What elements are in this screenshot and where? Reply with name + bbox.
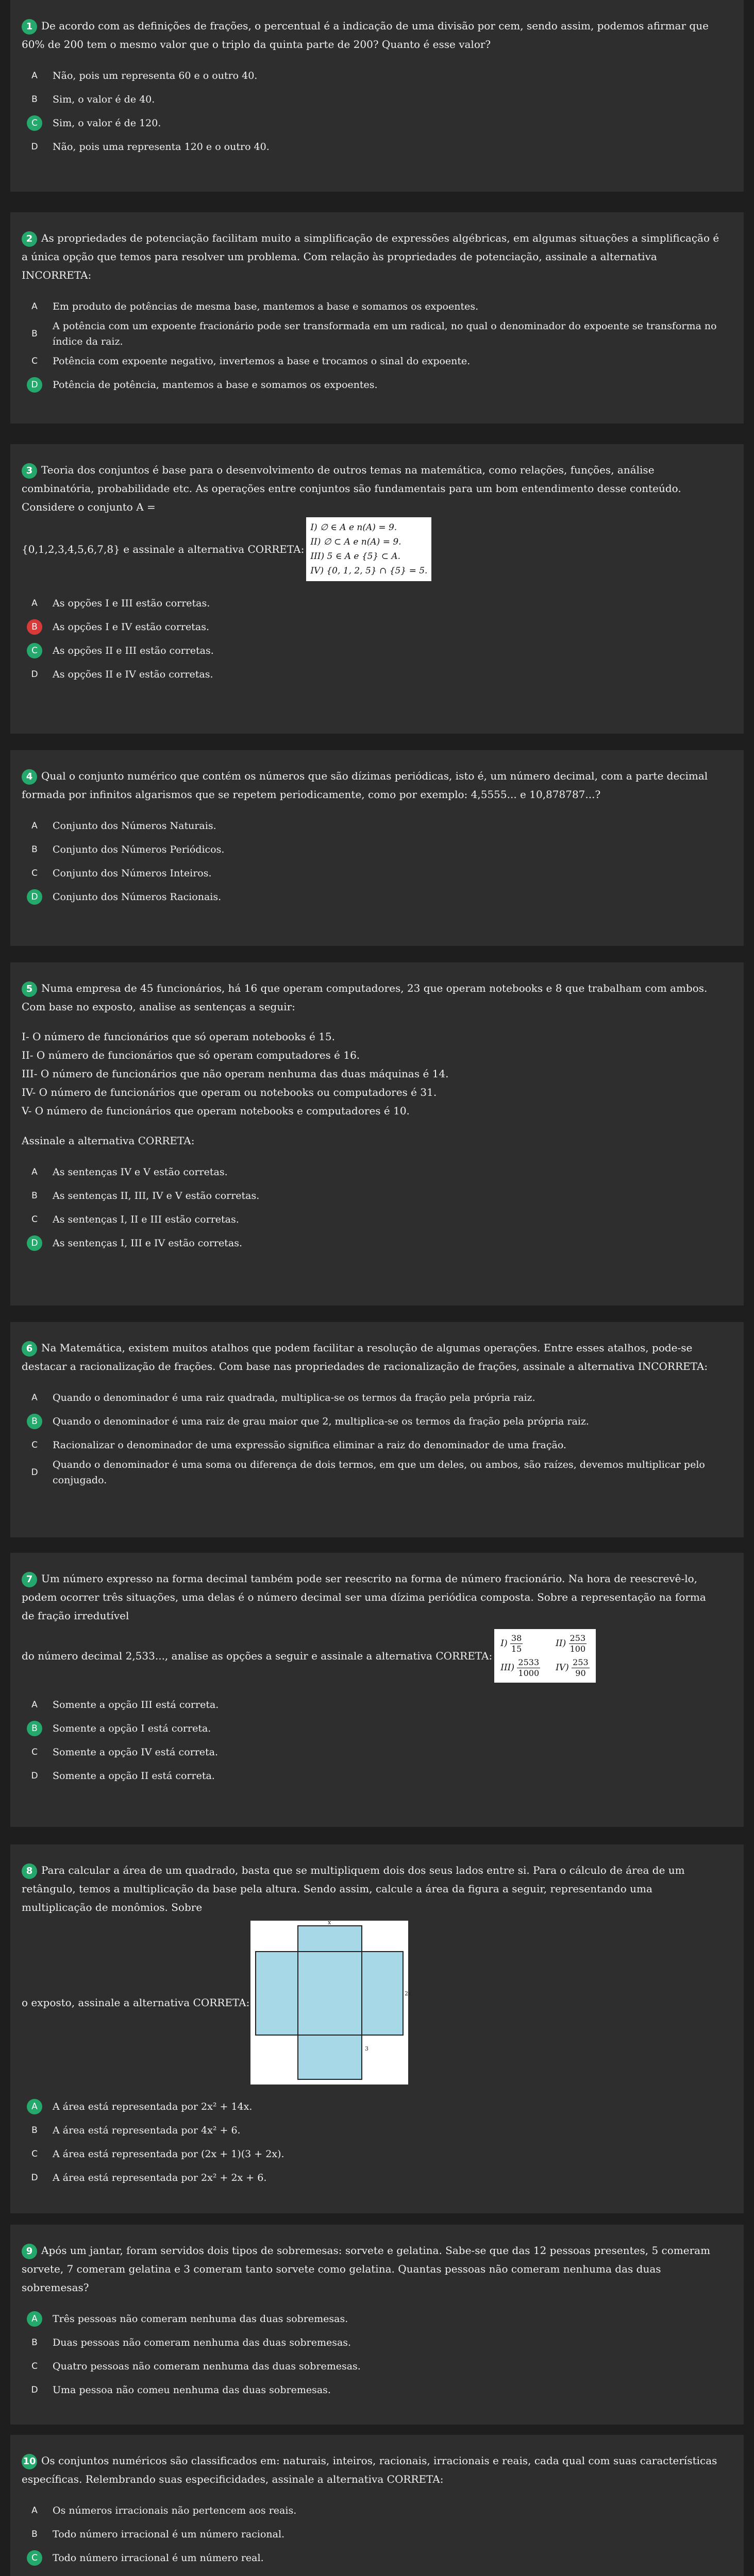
option-text: Racionalizar o denominador de uma expressão significa eliminar a raiz do denominador de uma fração. xyxy=(53,1439,566,1451)
option-b[interactable] xyxy=(22,1410,721,1433)
option-text: As sentenças I, II e III estão corretas. xyxy=(53,1214,239,1225)
option-text: Todo número irracional é um número real. xyxy=(53,2552,264,2564)
option-a[interactable] xyxy=(22,2307,721,2331)
option-letter: D xyxy=(31,669,38,680)
option-text: Somente a opção III está correta. xyxy=(53,1699,219,1710)
option-text: Três pessoas não comeram nenhuma das duas sobremesas. xyxy=(53,2313,348,2325)
option-c[interactable] xyxy=(22,2546,721,2570)
option-text: Sim, o valor é de 120. xyxy=(53,117,161,129)
option-c[interactable] xyxy=(22,2354,721,2378)
option-letter-wrong: B xyxy=(27,619,42,635)
option-letter: B xyxy=(31,844,38,855)
fraction-item: III) $\frac{2533}{1000}$ xyxy=(500,1657,540,1678)
question-text-continued: do número decimal 2,533..., analise as opções a seguir e assinale a alternativa CORRETA: xyxy=(22,1650,493,1662)
sentence-item: I- O número de funcionários que só operam notebooks é 15. xyxy=(22,1030,335,1043)
option-b[interactable] xyxy=(22,2522,721,2546)
option-text: Potência de potência, mantemos a base e somamos os expoentes. xyxy=(53,379,378,391)
option-text: As sentenças II, III, IV e V estão corretas. xyxy=(53,1190,260,1201)
option-text: As opções II e III estão corretas. xyxy=(53,645,214,656)
option-text xyxy=(53,2574,249,2576)
option-letter: C xyxy=(31,1214,38,1225)
option-d[interactable] xyxy=(22,1457,721,1488)
option-letter: A xyxy=(31,2505,38,2516)
question-number-badge: 8 xyxy=(22,1863,37,1879)
option-text: A área está representada por 2x² + 14x. xyxy=(53,2101,253,2112)
option-letter-correct: D xyxy=(27,1235,42,1251)
question-text: 7 Um número expresso na forma decimal também pode ser reescrito na forma de número fracionário. Na hora de reescrevê-lo, podem ocorrer três situações, uma delas é o número decimal ser uma dízima periódica composta. Sobre a representação na forma de fração irredutível xyxy=(22,1572,706,1622)
option-text: Quando o denominador é uma soma ou diferença de dois termos, em que um deles, ou ambos, são raízes, devemos multiplicar pelo conjugado. xyxy=(53,1459,705,1486)
question-instruction: Assinale a alternativa CORRETA: xyxy=(22,1134,195,1147)
question-card-6 xyxy=(10,1322,744,1537)
option-text: As sentenças IV e V estão corretas. xyxy=(53,1166,228,1178)
sentence-item: IV- O número de funcionários que operam ou notebooks ou computadores é 31. xyxy=(22,1086,437,1098)
cross-shape-figure xyxy=(250,1919,412,2084)
option-d[interactable] xyxy=(22,2378,721,2402)
question-text: 5 Numa empresa de 45 funcionários, há 16 que operam computadores, 23 que operam notebooks e 8 que trabalham com ambos. Com base no exposto, analise as sentenças a seguir: xyxy=(22,982,708,1013)
option-text: Sim, o valor é de 40. xyxy=(53,94,155,105)
option-letter: D xyxy=(31,2173,38,2183)
question-text-continued: {0,1,2,3,4,5,6,7,8} e assinale a alternativa CORRETA: xyxy=(22,543,305,555)
option-text: A potência com um expoente fracionário pode ser transformada em um radical, no qual o denominador do expoente se transforma no índice da raiz. xyxy=(53,320,717,347)
option-text: Não, pois uma representa 120 e o outro 40. xyxy=(53,141,270,152)
option-letter-correct: D xyxy=(27,889,42,905)
option-b[interactable] xyxy=(22,615,721,639)
option-b[interactable] xyxy=(22,1184,721,1208)
area-figure xyxy=(250,1919,412,2084)
question-text: 2 As propriedades de potenciação facilitam muito a simplificação de expressões algébricas, em algumas situações a simplificação é a única opção que temos para resolver um problema. Com relação às propriedades de potenciação, assinale a alternativa INCORRETA: xyxy=(22,232,719,281)
option-letter: C xyxy=(31,1440,38,1450)
option-text: Todo número irracional é um número racional. xyxy=(53,2529,285,2540)
question-card-7 xyxy=(10,1553,744,1827)
label-3: 3 xyxy=(365,2045,369,2052)
option-text: A área está representada por 2x² + 2x + 6. xyxy=(53,2172,267,2183)
option-letter: A xyxy=(31,71,38,81)
question-card-3 xyxy=(10,444,744,734)
option-text: As opções II e IV estão corretas. xyxy=(53,669,213,680)
question-text: 8 Para calcular a área de um quadrado, basta que se multipliquem dois dos seus lados entre si. Para o cálculo de área de um retângulo, temos a multiplicação da base pela altura. Sendo assim, calcule a área da figura a seguir, representando uma multiplicação de monômios. Sobre xyxy=(22,1864,685,1913)
option-letter: C xyxy=(31,2361,38,2371)
question-number-badge: 3 xyxy=(22,463,37,479)
question-card-10 xyxy=(10,2435,744,2576)
option-b[interactable] xyxy=(22,88,721,111)
question-number-badge: 2 xyxy=(22,231,37,247)
option-letter: A xyxy=(31,1700,38,1710)
option-c[interactable] xyxy=(22,1740,721,1764)
option-d[interactable] xyxy=(22,2570,721,2576)
question-text: 6 Na Matemática, existem muitos atalhos que podem facilitar a resolução de algumas operações. Entre esses atalhos, pode-se destacar a racionalização de frações. Com base nas propriedades de racionalização de frações, assinale a alternativa INCORRETA: xyxy=(22,1342,708,1372)
option-a[interactable] xyxy=(22,64,721,88)
option-text: Somente a opção II está correta. xyxy=(53,1770,215,1782)
option-text: Quatro pessoas não comeram nenhuma das duas sobremesas. xyxy=(53,2361,361,2372)
option-letter: A xyxy=(31,1393,38,1403)
option-letter: B xyxy=(31,2337,38,2348)
option-text: A área está representada por (2x + 1)(3 + 2x). xyxy=(53,2148,284,2160)
option-a[interactable] xyxy=(22,591,721,615)
option-text: Somente a opção IV está correta. xyxy=(53,1747,219,1758)
option-letter: B xyxy=(31,329,38,339)
question-number-badge: 5 xyxy=(22,981,37,997)
option-letter: B xyxy=(31,1191,38,1201)
option-letter xyxy=(27,2574,42,2576)
option-letter-correct: A xyxy=(27,2099,42,2114)
option-c[interactable] xyxy=(22,639,721,663)
option-b[interactable] xyxy=(22,2331,721,2354)
option-d[interactable] xyxy=(22,135,721,159)
option-a[interactable] xyxy=(22,1160,721,1184)
option-c[interactable] xyxy=(22,861,721,885)
question-text: 9 Após um jantar, foram servidos dois tipos de sobremesas: sorvete e gelatina. Sabe-se que das 12 pessoas presentes, 5 comeram sorvete, 7 comeram gelatina e 3 comeram tanto sorvete como gelatina. Quantas pessoas não comeram nenhuma das duas sobremesas? xyxy=(22,2244,711,2294)
option-c[interactable] xyxy=(22,1208,721,1231)
option-text: Conjunto dos Números Inteiros. xyxy=(53,868,212,879)
option-b[interactable] xyxy=(22,1717,721,1740)
option-c[interactable] xyxy=(22,111,721,135)
sentence-item: II- O número de funcionários que só operam computadores é 16. xyxy=(22,1049,360,1061)
question-card-9 xyxy=(10,2225,744,2425)
option-d[interactable] xyxy=(22,663,721,686)
option-letter: A xyxy=(31,1167,38,1177)
option-d[interactable] xyxy=(22,2166,721,2190)
option-letter: B xyxy=(31,94,38,105)
option-a[interactable] xyxy=(22,2499,721,2522)
option-letter-correct: A xyxy=(27,2311,42,2327)
question-text: 10 Os conjuntos numéricos são classificados em: naturais, inteiros, racionais, irracionais e reais, cada qual com suas características específicas. Relembrando suas especificidades, assinale a alternativa CORRETA: xyxy=(22,2454,717,2485)
set-statements-box: I) ∅ ∈ A e n(A) = 9. II) ∅ ⊂ A e n(A) = 9. III) 5 ∈ A e {5} ⊂ A. IV) {0, 1, 2, 5} ∩ {5} = 5. xyxy=(306,517,431,581)
option-d[interactable] xyxy=(22,1764,721,1788)
question-text: 3 Teoria dos conjuntos é base para o desenvolvimento de outros temas na matemática, como relações, funções, análise combinatória, probabilidade etc. As operações entre conjuntos são fundamentais para um bom entendimento desse conteúdo. Considere o conjunto A = xyxy=(22,464,681,513)
option-a[interactable] xyxy=(22,814,721,838)
label-2x: 2x xyxy=(405,1990,412,1997)
option-text: Conjunto dos Números Periódicos. xyxy=(53,844,225,855)
option-c[interactable] xyxy=(22,1433,721,1457)
option-a[interactable] xyxy=(22,1386,721,1410)
option-text: As sentenças I, III e IV estão corretas. xyxy=(53,1238,242,1249)
option-letter: D xyxy=(31,1467,38,1478)
option-letter-correct: B xyxy=(27,1721,42,1736)
question-number-badge: 7 xyxy=(22,1572,37,1587)
sentence-list xyxy=(22,1027,721,1120)
option-letter: C xyxy=(31,1747,38,1757)
sentence-item: V- O número de funcionários que operam notebooks e computadores é 10. xyxy=(22,1105,410,1117)
question-card-1 xyxy=(10,0,744,192)
question-text-continued: o exposto, assinale a alternativa CORRETA: xyxy=(22,1996,250,2009)
option-text: Conjunto dos Números Naturais. xyxy=(53,820,216,832)
option-text: Duas pessoas não comeram nenhuma das duas sobremesas. xyxy=(53,2337,351,2348)
question-number-badge: 4 xyxy=(22,769,37,785)
question-card-5 xyxy=(10,962,744,1306)
option-d[interactable] xyxy=(22,373,721,397)
question-number-badge: 9 xyxy=(22,2244,37,2259)
option-c[interactable] xyxy=(22,2142,721,2166)
question-number-badge: 1 xyxy=(22,19,37,35)
option-b[interactable] xyxy=(22,318,721,349)
option-text: Somente a opção I está correta. xyxy=(53,1723,211,1734)
sentence-item: III- O número de funcionários que não operam nenhuma das duas máquinas é 14. xyxy=(22,1067,449,1080)
option-text: Quando o denominador é uma raiz quadrada, multiplica-se os termos da fração pela própria raiz. xyxy=(53,1392,535,1403)
option-text: Potência com expoente negativo, invertemos a base e trocamos o sinal do expoente. xyxy=(53,355,471,367)
option-b[interactable] xyxy=(22,2119,721,2142)
option-letter-correct: B xyxy=(27,1414,42,1429)
option-d[interactable] xyxy=(22,885,721,909)
option-letter: A xyxy=(31,598,38,608)
option-letter: D xyxy=(31,2385,38,2395)
label-x: x xyxy=(328,1919,331,1926)
option-b[interactable] xyxy=(22,838,721,861)
option-letter: C xyxy=(31,868,38,878)
option-letter: D xyxy=(31,142,38,152)
question-card-4 xyxy=(10,750,744,946)
option-text: Quando o denominador é uma raiz de grau maior que 2, multiplica-se os termos da fração pela própria raiz. xyxy=(53,1416,589,1427)
option-letter-correct: C xyxy=(27,2550,42,2566)
option-letter: A xyxy=(31,821,38,831)
option-letter-correct: D xyxy=(27,377,42,393)
option-d[interactable] xyxy=(22,1231,721,1255)
option-a[interactable] xyxy=(22,1693,721,1717)
option-a[interactable] xyxy=(22,295,721,318)
option-letter-correct: C xyxy=(27,643,42,658)
question-number-badge: 10 xyxy=(22,2454,37,2469)
fraction-item: II) $\frac{253}{100}$ xyxy=(556,1633,586,1654)
question-text: 4 Qual o conjunto numérico que contém os números que são dízimas periódicas, isto é, um número decimal, com a parte decimal formada por infinitos algarismos que se repetem periodicamente, como por exemplo: 4,5555... e 10,878787...? xyxy=(22,770,708,801)
option-text: As opções I e IV estão corretas. xyxy=(53,621,209,633)
option-letter: A xyxy=(31,301,38,312)
option-letter: B xyxy=(31,2125,38,2136)
option-letter: C xyxy=(31,2149,38,2159)
fraction-item: IV) $\frac{253}{90}$ xyxy=(556,1657,589,1678)
option-text: Conjunto dos Números Racionais. xyxy=(53,891,222,903)
question-text: 1 De acordo com as definições de frações, o percentual é a indicação de uma divisão por cem, sendo assim, podemos afirmar que 60% de 200 tem o mesmo valor que o triplo da quinta parte de 200? Quanto é esse valor? xyxy=(22,20,709,50)
option-letter: D xyxy=(31,1771,38,1781)
option-a[interactable] xyxy=(22,2095,721,2119)
option-text: Em produto de potências de mesma base, mantemos a base e somamos os expoentes. xyxy=(53,301,479,312)
option-letter-correct: C xyxy=(27,115,42,131)
fraction-options-box xyxy=(494,1629,595,1683)
question-number-badge: 6 xyxy=(22,1341,37,1357)
option-letter: C xyxy=(31,356,38,366)
option-text: Uma pessoa não comeu nenhuma das duas sobremesas. xyxy=(53,2384,331,2396)
option-letter: B xyxy=(31,2529,38,2539)
figure-horizontal-rect xyxy=(256,1952,403,2035)
question-card-8 xyxy=(10,1844,744,2213)
option-text: A área está representada por 4x² + 6. xyxy=(53,2125,241,2136)
option-text: As opções I e III estão corretas. xyxy=(53,598,210,609)
option-text: Não, pois um representa 60 e o outro 40. xyxy=(53,70,258,81)
option-text: Os números irracionais não pertencem aos reais. xyxy=(53,2505,297,2516)
question-card-2 xyxy=(10,212,744,423)
option-c[interactable] xyxy=(22,349,721,373)
fraction-item: I) $\frac{38}{15}$ xyxy=(500,1633,522,1654)
